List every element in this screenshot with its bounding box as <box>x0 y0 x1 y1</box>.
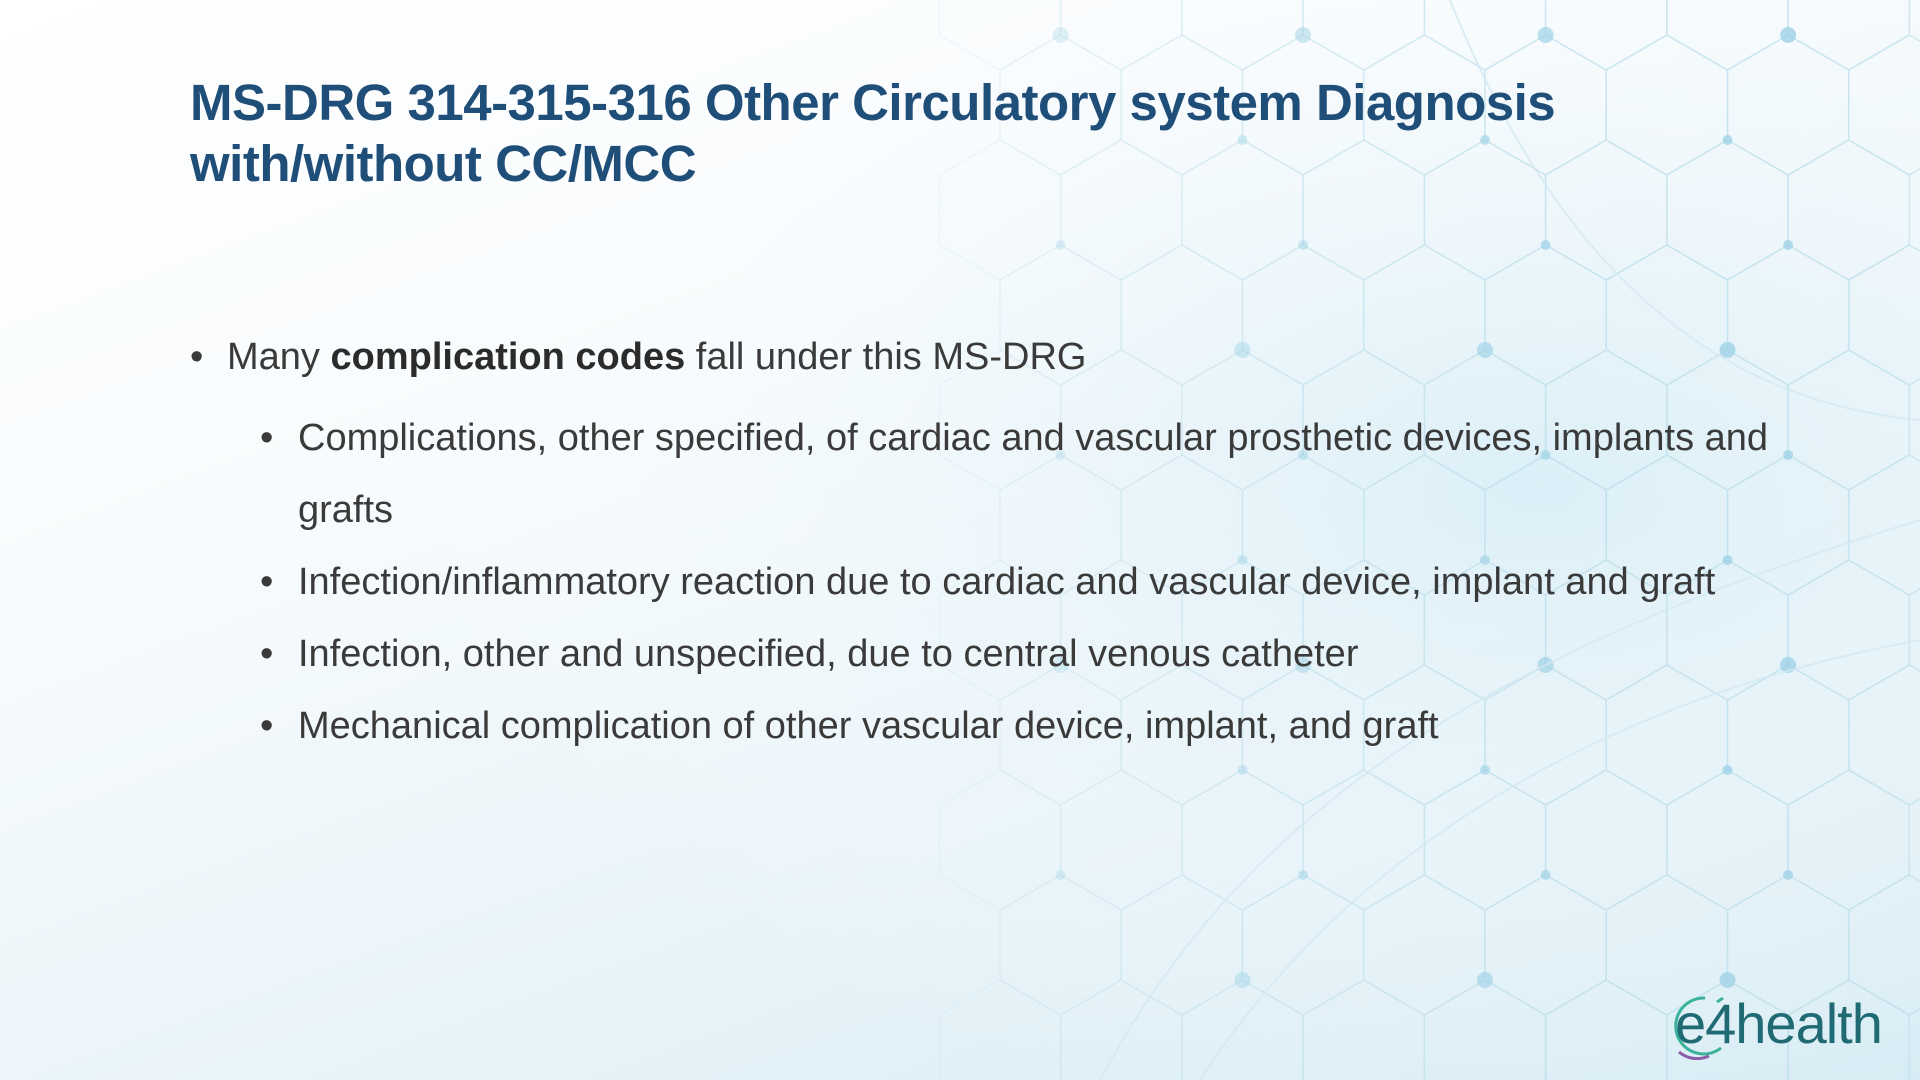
bullet-dot-icon: • <box>190 336 204 378</box>
bullet-dot-icon: • <box>260 633 274 675</box>
background-node <box>1541 240 1551 250</box>
background-node <box>1056 240 1066 250</box>
sub-bullet-text: Infection/inflammatory reaction due to cardiac and vascular device, implant and graft <box>298 561 1716 603</box>
sub-bullet-list <box>190 402 1790 762</box>
sub-bullet-item <box>260 618 1790 690</box>
background-node <box>1298 240 1308 250</box>
background-node <box>1723 765 1733 775</box>
bullet-text-post: fall under this MS-DRG <box>685 336 1087 378</box>
bullet-dot-icon: • <box>260 705 274 747</box>
background-node <box>1477 972 1493 988</box>
slide-body <box>190 330 1790 762</box>
background-node <box>1056 870 1066 880</box>
sub-bullet-text: Complications, other specified, of cardiac and vascular prosthetic devices, implants and grafts <box>298 417 1769 531</box>
sub-bullet-text: Mechanical complication of other vascular device, implant, and graft <box>298 705 1439 747</box>
background-node <box>1783 240 1793 250</box>
logo-wordmark: e4health <box>1675 992 1882 1055</box>
bullet-dot-icon: • <box>260 561 274 603</box>
bullet-text-pre: Many <box>227 336 331 378</box>
e4health-logo <box>1665 990 1901 1060</box>
background-node <box>1720 972 1736 988</box>
sub-bullet-text: Infection, other and unspecified, due to central venous catheter <box>298 633 1359 675</box>
background-node <box>1541 870 1551 880</box>
bullet-dot-icon: • <box>260 417 274 459</box>
background-node <box>1238 765 1248 775</box>
sub-bullet-item <box>260 402 1790 546</box>
background-node <box>1235 972 1251 988</box>
bullet-level1 <box>190 330 1790 384</box>
background-node <box>1480 765 1490 775</box>
background-node <box>1783 870 1793 880</box>
background-node <box>1780 27 1796 43</box>
bullet-text-bold: complication codes <box>330 336 686 378</box>
background-node <box>1298 870 1308 880</box>
background-node <box>1295 27 1311 43</box>
background-node <box>1053 27 1069 43</box>
sub-bullet-item <box>260 546 1790 618</box>
sub-bullet-item <box>260 690 1790 762</box>
background-node <box>1538 27 1554 43</box>
slide-title: MS-DRG 314-315-316 Other Circulatory system Diagnosis with/without CC/MCC <box>190 74 1556 192</box>
